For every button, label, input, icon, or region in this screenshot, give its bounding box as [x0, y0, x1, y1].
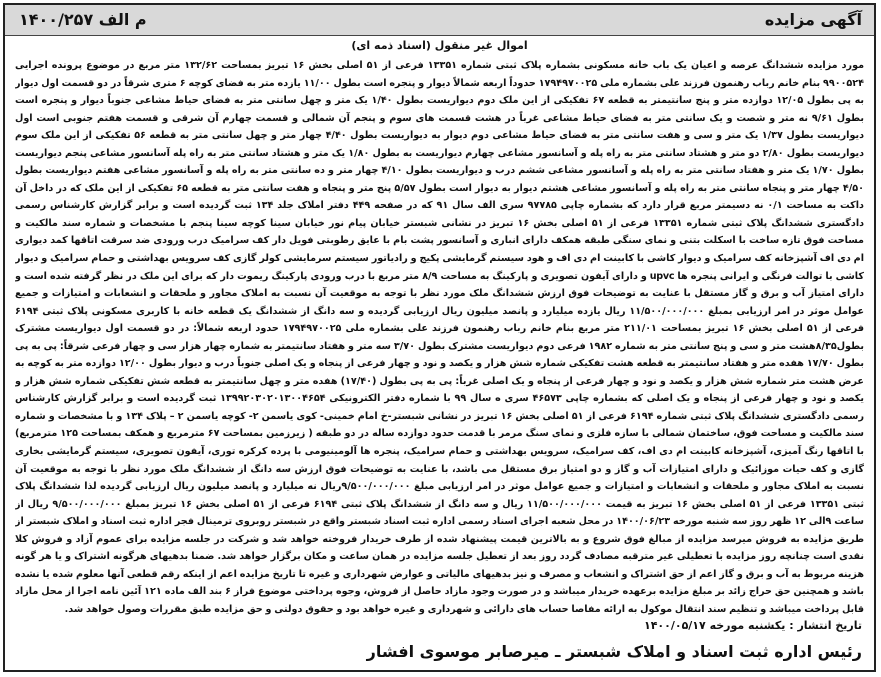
publication-date: تاریخ انتشار : یکشنبه مورخه ۱۴۰۰/۰۵/۱۷: [643, 619, 862, 632]
signature-line: رئیس اداره ثبت اسناد و املاک شبستر ـ میرصابر موسوی افشار: [366, 642, 862, 661]
notice-subtitle: اموال غیر منقول (اسناد ذمه ای): [351, 39, 528, 52]
notice-title: آگهی مزایده: [764, 10, 862, 29]
notice-reference-number: م الف ۱۴۰۰/۲۵۷: [19, 10, 147, 29]
notice-header: [5, 5, 874, 36]
auction-notice-page: [3, 3, 876, 672]
notice-body-text: مورد مزایده ششدانگ عرصه و اعیان یک باب خانه مسکونی بشماره پلاک ثبتی شماره ۱۳۳۵۱ فرعی از ۵۱ اصلی بخش ۱۶ تبریز بمساحت ۱۳۲/۶۲ متر مربع در موضوع پرونده اجرایی ۹۹۰۰۵۲۴ بنام خانم رباب رهنمون فرزند علی بشماره ملی ۱۷۹۴۹۷۰۰۲۵ حدوداً اربعه شمالاً دیوار و پنجره است بطول ۱۱/۰۰ یازده متر به فضای کوچه ۶ متری شرقاً در دو قسمت اول دیوار به پی بطول ۱۲/۰۵ دوازده متر و پنج سانتیمتر به قطعه ۶۷ تفکیکی از این ملک دوم دیواریست بطول ۱/۴۰ یک متر و چهل سانتی متر به فضای حیاط مشاعی جنوباً دیوار و پنجره است بطول ۹/۶۱ نه متر و شصت و یک سانتی متر به فضای حیاط مشاعی غرباً در هشت قسمت های سوم و پنجم آن شمالی و قسمت چهارم آن شرقی و قسمت هفتم جنوبی است اول دیواریست بطول ۱/۳۷ یک متر و سی و هفت سانتی متر به فضای حیاط مشاعی دوم دیوار به دیواریست بطول ۴/۴۰ چهار متر و چهل سانتی متر به قطعه ۵۶ تفکیکی از این ملک سوم دیواریست بطول ۲/۸۰ دو متر و هشتاد سانتی متر به راه پله و آسانسور مشاعی چهارم دیواریست به بطول ۱/۸۰ یک متر و هشتاد سانتی متر به راه پله آسانسور مشاعی پنجم دیواریست بطول ۱/۷۰ یک متر و هفتاد سانتی متر به راه پله و آسانسور مشاعی ششم درب و دیواریست بطول ۴/۱۰ چهار متر و ده سانتی متر به راه پله و آسانسور مشاعی هفتم دیواریست بطول ۴/۵۰ چهار متر و پنجاه سانتی متر به راه پله و آسانسور مشاعی هشتم دیوار به دیوار است بطول ۵/۵۷ پنج متر و پنجاه و هفت سانتی متر به قطعه ۶۵ تفکیکی از این ملک که در داخل آن داکت به مساحت ۰/۱ نه دسیمتر مربع قرار دارد که بشماره چاپی ۹۷۷۸۵ سری الف سال ۹۱ که در صفحه ۴۴۹ دفتر املاک جلد ۱۳۴ ثبت گردیده است و برابر گزارش کارشناس رسمی دادگستری ششدانگ پلاک ثبتی شماره ۱۳۳۵۱ فرعی از ۵۱ اصلی بخش ۱۶ تبریز در نشانی شبستر خیابان پیام نور خیابان سینا کوچه سینا پنجم با مشخصات و شماره سند مالکیت و مساحت فوق تازه ساخت با اسکلت بتنی و نمای سنگی طبقه همکف دارای انباری و آسانسور پشت بام با عایق رطوبتی فویل دار کف سرامیک درب ورودی ضد سرقت اتاقها کمد دیواری ام دی اف آشپزخانه کف سرامیک و دیوار کاشی با کابینت ام دی اف و هود سیستم گرمایشی پکیج و رادیاتور سیستم سرمایشی کولر گازی کف سرویس بهداشتی و حمام سرامیک و دیوار کاشی با توالت فرنگی و ایرانی پنجره ها upvc و دارای آیفون تصویری و پارکینگ به مساحت ۸/۹ متر مربع با درب ورودی پارکینگ ریموت دار که برای این ملک در نظر گرفته شده است و دارای امتیاز آب و برق و گاز مستقل با عنایت به توضیحات فوق ارزش ششدانگ ملک مورد نظر با توجه به موقعیت آن نسبت به املاک مجاور و ملحقات و انشعابات و امتیازات و جمیع عوامل موثر در امر ارزیابی بمبلغ ۱۱/۵۰۰/۰۰۰/۰۰۰ ریال یازده میلیارد و پانصد میلیون ریال ارزیابی گردیده و سه دانگ از ششدانگ یک قطعه خانه با کاربری مسکونی پلاک ثبتی ۶۱۹۴ فرعی از ۵۱ اصلی بخش ۱۶ تبریز بمساحت ۲۱۱/۰۱ متر مربع بنام خانم رباب رهنمون فرزند علی بشماره ملی ۱۷۹۴۹۷۰۰۲۵ حدود اربعه شمالاً: در دو قسمت اول دیواریست مشترک بطول۸/۳۵هشت متر و سی و پنج سانتی متر به شماره ۱۹۸۲ فرعی دوم دیواریست مشترک بطول ۳/۷۰ سه متر و هفتاد سانتیمتر به شماره چهار هزار سی و چهار فرعی شرقاً: پی به پی بطول ۱۷/۷۰ هفده متر و هفتاد سانتیمتر به قطعه هشت تفکیکی شماره شش هزار و یکصد و نود و چهار فرعی از پنجاه و یک اصلی جنوباً درب و دیوار بطول ۱۲/۰۰ دوازده متر به کوچه به عرض هشت متر شماره شش هزار و یکصد و نود و چهار فرعی از پنجاه و یک اصلی غرباً: پی به پی بطول (۱۷/۴۰) هفده متر و چهل سانتیمتر به قطعه شش تفکیکی شماره شش هزار و یکصد و نود و چهار فرعی از پنجاه و یک اصلی که بشماره چاپی ۴۶۵۷۳ سری ه سال ۹۹ با شماره دفتر الکترونیکی ۱۳۹۹۲۰۳۰۲۰۱۳۰۰۴۶۵۴ ثبت گردیده است و برابر گزارش کارشناس رسمی دادگستری ششدانگ پلاک ثبتی شماره ۶۱۹۴ فرعی از ۵۱ اصلی بخش ۱۶ تبریز در نشانی شبستر-خ امام خمینی- کوی یاسمن ۲- کوچه یاسمن ۲ – پلاک ۱۳۴ و با مشخصات و شماره سند مالکیت و مساحت فوق، ساختمان شمالی با سازه فلزی و نمای سنگ مرمر با قدمت حدود دوازده ساله در دو طبقه ( زیرزمین بمساحت ۶۷ مترمربع و همکف بمساحت ۱۲۵ مترمربع) با اتاقها رنگ آمیزی، آشپزخانه کابینت ام دی اف، کف سرامیک، سرویس بهداشتی و حمام سرامیک، پنجره ها آلومینیومی با پرده کرکره توری، آیفون تصویری، سیستم گرمایشی بخاری گازی و کف حیات موزائیک و دارای امتیازات آب و گاز و دو امتیاز برق مستقل می باشد، با عنایت به توضیحات فوق ارزش سه دانگ از ششدانگ ملک مورد نظر با توجه به موقعیت آن نسبت به املاک مجاور و ملحقات و انشعابات و امتیازات و جمیع عوامل موثر در امر ارزیابی مبلغ ۹/۵۰۰/۰۰۰/۰۰۰ریال نه میلیارد و پانصد میلیون ریال ارزیابی گردیده لذا ششدانگ پلاک ثبتی ۱۳۳۵۱ فرعی از ۵۱ اصلی بخش ۱۶ تبریز به قیمت ۱۱/۵۰۰/۰۰۰/۰۰۰ ریال و سه دانگ از ششدانگ پلاک ثبتی ۶۱۹۴ فرعی از ۵۱ اصلی بخش ۱۶ تبریز بمبلغ ۹/۵۰۰/۰۰۰/۰۰۰ ریال از ساعت ۹الی ۱۲ ظهر روز سه شنبه مورخه ۱۴۰۰/۰۶/۲۳ در محل شعبه اجرای اسناد رسمی اداره ثبت اسناد شبستر واقع در شبستر روبروی ترمینال فجر اداره ثبت اسناد و املاک شبستر از طریق مزایده به فروش میرسد مزایده از مبالغ فوق شروع و به بالاترین قیمت پیشنهاد شده از طرف خریدار فروخته خواهد شد و شرکت در جلسه مزایده برای عموم آزاد و فروش کلا نقدی است چنانچه روز مزایده با تعطیلی غیر مترقبه مصادف گردد روز بعد از تعطیل جلسه مزایده در همان ساعت و مکان برگزار خواهد شد. ضمنا بدهیهای هرگونه اشتراک و یا هر گونه هزینه مربوط به آب و برق و گاز اعم از حق اشتراک و انشعاب و مصرف و نیز بدهیهای مالیاتی و عوارض شهرداری و غیره تا تاریخ مزایده اعم از اینکه رقم قطعی آنها معلوم شده یا نشده باشد و همچنین حق حراج زائد بر مبلغ مزایده برعهده خریدار میباشد و در صورت وجود مازاد حاصل از فروش، وجوه پرداختی موضوع فراز ۶ بند الف ماده ۱۲۱ آئین نامه اجرا از محل مازاد قابل پرداخت میباشد و تنظیم سند انتقال موکول به ارائه مفاصا حساب های دارائی و شهرداری و غیره خواهد بود و حقوق دولتی و حق مزایده طبق مقررات وصول خواهد شد.: [15, 60, 864, 615]
